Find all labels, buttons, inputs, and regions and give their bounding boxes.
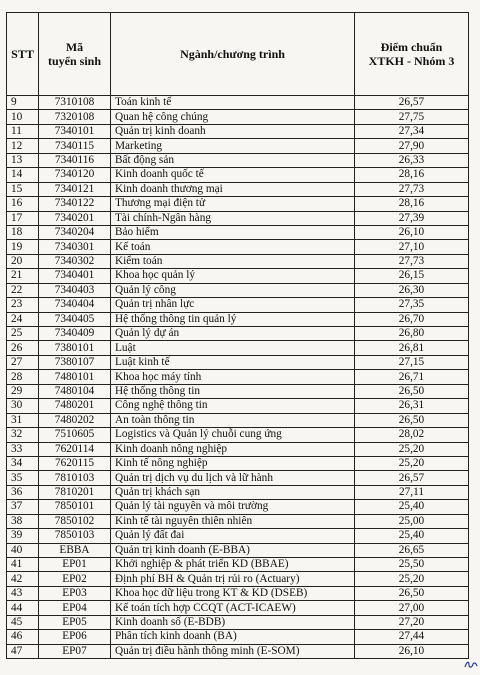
row-stt: 27 xyxy=(7,355,39,369)
row-score: 26,50 xyxy=(355,384,469,398)
header-score-line2: XTKH - Nhóm 3 xyxy=(368,54,455,68)
row-stt: 13 xyxy=(7,153,39,167)
row-program-name: Hệ thống thông tin xyxy=(111,384,355,398)
row-score: 26,50 xyxy=(355,586,469,600)
row-stt: 46 xyxy=(7,630,39,644)
row-stt: 30 xyxy=(7,399,39,413)
table-row xyxy=(7,644,469,658)
row-code: EP06 xyxy=(39,630,111,644)
row-program-name: Bất động sản xyxy=(111,153,355,167)
row-code: 7480104 xyxy=(39,384,111,398)
row-score: 27,10 xyxy=(355,240,469,254)
table-row xyxy=(7,96,469,110)
row-stt: 32 xyxy=(7,428,39,442)
row-program-name: Quản trị nhân lực xyxy=(111,298,355,312)
row-score: 26,81 xyxy=(355,341,469,355)
row-program-name: Quan hệ công chúng xyxy=(111,110,355,124)
table-row xyxy=(7,240,469,254)
row-stt: 11 xyxy=(7,124,39,138)
table-row xyxy=(7,384,469,398)
table-row xyxy=(7,630,469,644)
row-code: EP04 xyxy=(39,601,111,615)
row-code: EBBA xyxy=(39,543,111,557)
row-stt: 12 xyxy=(7,139,39,153)
row-program-name: Quản lý dự án xyxy=(111,327,355,341)
row-program-name: Toán kinh tế xyxy=(111,96,355,110)
table-row xyxy=(7,197,469,211)
table-row xyxy=(7,211,469,225)
table-row xyxy=(7,139,469,153)
row-stt: 24 xyxy=(7,312,39,326)
row-code: 7340115 xyxy=(39,139,111,153)
row-stt: 10 xyxy=(7,110,39,124)
row-score: 25,20 xyxy=(355,572,469,586)
table-row xyxy=(7,543,469,557)
row-score: 26,50 xyxy=(355,413,469,427)
row-code: 7380101 xyxy=(39,341,111,355)
table-row xyxy=(7,500,469,514)
row-stt: 17 xyxy=(7,211,39,225)
table-header xyxy=(7,13,469,96)
row-code: EP07 xyxy=(39,644,111,658)
row-program-name: Quản trị kinh doanh xyxy=(111,124,355,138)
row-stt: 28 xyxy=(7,370,39,384)
row-program-name: Khoa học dữ liệu trong KT & KD (DSEB) xyxy=(111,586,355,600)
table-row xyxy=(7,168,469,182)
row-program-name: Kinh doanh thương mại xyxy=(111,182,355,196)
row-code: 7340201 xyxy=(39,211,111,225)
row-score: 27,20 xyxy=(355,615,469,629)
row-score: 27,35 xyxy=(355,298,469,312)
row-stt: 45 xyxy=(7,615,39,629)
row-score: 27,11 xyxy=(355,485,469,499)
row-code: 7310108 xyxy=(39,96,111,110)
table-row xyxy=(7,312,469,326)
row-score: 26,57 xyxy=(355,96,469,110)
row-program-name: Quản trị dịch vụ du lịch và lữ hành xyxy=(111,471,355,485)
row-code: 7620115 xyxy=(39,456,111,470)
header-code xyxy=(39,13,111,96)
row-score: 27,44 xyxy=(355,630,469,644)
table-row xyxy=(7,514,469,528)
row-code: 7340404 xyxy=(39,298,111,312)
row-stt: 16 xyxy=(7,197,39,211)
table-row xyxy=(7,601,469,615)
row-stt: 39 xyxy=(7,529,39,543)
row-program-name: Khoa học quản lý xyxy=(111,269,355,283)
table-row xyxy=(7,298,469,312)
header-program: Ngành/chương trình xyxy=(111,13,355,96)
row-code: 7480202 xyxy=(39,413,111,427)
header-row xyxy=(7,13,469,96)
row-code: EP03 xyxy=(39,586,111,600)
row-stt: 15 xyxy=(7,182,39,196)
header-stt: STT xyxy=(7,13,39,96)
row-code: EP02 xyxy=(39,572,111,586)
row-code: 7480201 xyxy=(39,399,111,413)
row-code: 7810201 xyxy=(39,485,111,499)
row-program-name: Luật kinh tế xyxy=(111,355,355,369)
admission-score-sheet xyxy=(6,12,468,659)
table-row xyxy=(7,153,469,167)
row-stt: 38 xyxy=(7,514,39,528)
row-stt: 26 xyxy=(7,341,39,355)
row-stt: 21 xyxy=(7,269,39,283)
signature-mark-icon xyxy=(464,659,478,669)
row-program-name: Kiểm toán xyxy=(111,254,355,268)
row-code: 7850103 xyxy=(39,529,111,543)
row-score: 25,50 xyxy=(355,558,469,572)
row-code: EP01 xyxy=(39,558,111,572)
row-score: 26,30 xyxy=(355,283,469,297)
row-score: 26,10 xyxy=(355,644,469,658)
table-row xyxy=(7,182,469,196)
table-row xyxy=(7,370,469,384)
row-program-name: An toàn thông tin xyxy=(111,413,355,427)
row-score: 26,71 xyxy=(355,370,469,384)
row-stt: 31 xyxy=(7,413,39,427)
table-row xyxy=(7,327,469,341)
table-row xyxy=(7,413,469,427)
row-score: 25,40 xyxy=(355,529,469,543)
row-code: 7340302 xyxy=(39,254,111,268)
row-score: 27,73 xyxy=(355,182,469,196)
row-program-name: Kinh tế nông nghiệp xyxy=(111,456,355,470)
row-stt: 41 xyxy=(7,558,39,572)
row-stt: 43 xyxy=(7,586,39,600)
row-program-name: Luật xyxy=(111,341,355,355)
row-score: 25,20 xyxy=(355,456,469,470)
row-program-name: Bảo hiểm xyxy=(111,225,355,239)
table-row xyxy=(7,572,469,586)
row-score: 27,39 xyxy=(355,211,469,225)
row-code: 7850101 xyxy=(39,500,111,514)
row-stt: 35 xyxy=(7,471,39,485)
row-score: 28,02 xyxy=(355,428,469,442)
row-program-name: Quản trị kinh doanh (E-BBA) xyxy=(111,543,355,557)
table-row xyxy=(7,586,469,600)
row-stt: 42 xyxy=(7,572,39,586)
row-score: 27,90 xyxy=(355,139,469,153)
row-score: 25,00 xyxy=(355,514,469,528)
row-score: 26,31 xyxy=(355,399,469,413)
row-stt: 33 xyxy=(7,442,39,456)
row-code: 7340301 xyxy=(39,240,111,254)
row-stt: 14 xyxy=(7,168,39,182)
row-program-name: Hệ thống thông tin quản lý xyxy=(111,312,355,326)
score-table xyxy=(6,12,469,659)
row-score: 25,40 xyxy=(355,500,469,514)
row-program-name: Kinh doanh quốc tế xyxy=(111,168,355,182)
row-code: 7340121 xyxy=(39,182,111,196)
row-program-name: Kế toán tích hợp CCQT (ACT-ICAEW) xyxy=(111,601,355,615)
table-row xyxy=(7,485,469,499)
row-program-name: Khởi nghiệp & phát triển KD (BBAE) xyxy=(111,558,355,572)
table-row xyxy=(7,442,469,456)
table-row xyxy=(7,529,469,543)
table-row xyxy=(7,124,469,138)
row-stt: 25 xyxy=(7,327,39,341)
row-program-name: Quản lý công xyxy=(111,283,355,297)
row-code: 7340403 xyxy=(39,283,111,297)
table-row xyxy=(7,283,469,297)
row-stt: 19 xyxy=(7,240,39,254)
table-row xyxy=(7,254,469,268)
row-program-name: Kinh doanh số (E-BDB) xyxy=(111,615,355,629)
table-row xyxy=(7,225,469,239)
row-program-name: Kinh doanh nông nghiệp xyxy=(111,442,355,456)
row-score: 27,15 xyxy=(355,355,469,369)
row-code: 7320108 xyxy=(39,110,111,124)
row-stt: 20 xyxy=(7,254,39,268)
table-row xyxy=(7,399,469,413)
table-row xyxy=(7,269,469,283)
row-code: 7850102 xyxy=(39,514,111,528)
row-program-name: Marketing xyxy=(111,139,355,153)
row-score: 27,75 xyxy=(355,110,469,124)
table-row xyxy=(7,456,469,470)
row-code: 7340401 xyxy=(39,269,111,283)
row-program-name: Quản trị điều hành thông minh (E-SOM) xyxy=(111,644,355,658)
row-score: 26,65 xyxy=(355,543,469,557)
row-program-name: Công nghệ thông tin xyxy=(111,399,355,413)
row-stt: 37 xyxy=(7,500,39,514)
row-code: 7340101 xyxy=(39,124,111,138)
row-program-name: Định phí BH & Quản trị rủi ro (Actuary) xyxy=(111,572,355,586)
header-score xyxy=(355,13,469,96)
row-code: 7340120 xyxy=(39,168,111,182)
row-program-name: Kế toán xyxy=(111,240,355,254)
table-row xyxy=(7,615,469,629)
row-stt: 22 xyxy=(7,283,39,297)
row-stt: 34 xyxy=(7,456,39,470)
row-stt: 40 xyxy=(7,543,39,557)
header-code-line1: Mã xyxy=(65,40,84,54)
row-score: 26,15 xyxy=(355,269,469,283)
row-program-name: Phân tích kinh doanh (BA) xyxy=(111,630,355,644)
row-stt: 29 xyxy=(7,384,39,398)
row-code: 7340204 xyxy=(39,225,111,239)
row-program-name: Kinh tế tài nguyên thiên nhiên xyxy=(111,514,355,528)
row-code: 7340405 xyxy=(39,312,111,326)
row-program-name: Thương mại điện tử xyxy=(111,197,355,211)
row-program-name: Quản lý đất đai xyxy=(111,529,355,543)
table-row xyxy=(7,110,469,124)
row-program-name: Tài chính-Ngân hàng xyxy=(111,211,355,225)
row-code: 7620114 xyxy=(39,442,111,456)
table-row xyxy=(7,355,469,369)
row-stt: 44 xyxy=(7,601,39,615)
row-code: 7480101 xyxy=(39,370,111,384)
row-score: 28,16 xyxy=(355,168,469,182)
row-code: 7510605 xyxy=(39,428,111,442)
table-row xyxy=(7,471,469,485)
row-code: 7810103 xyxy=(39,471,111,485)
row-stt: 18 xyxy=(7,225,39,239)
row-score: 28,16 xyxy=(355,197,469,211)
row-code: EP05 xyxy=(39,615,111,629)
row-code: 7340116 xyxy=(39,153,111,167)
row-code: 7340122 xyxy=(39,197,111,211)
row-score: 27,73 xyxy=(355,254,469,268)
row-score: 26,33 xyxy=(355,153,469,167)
row-code: 7340409 xyxy=(39,327,111,341)
table-body xyxy=(7,96,469,659)
table-row xyxy=(7,428,469,442)
header-score-line1: Điểm chuẩn xyxy=(380,40,443,54)
row-program-name: Logistics và Quản lý chuỗi cung ứng xyxy=(111,428,355,442)
row-stt: 36 xyxy=(7,485,39,499)
row-program-name: Khoa học máy tính xyxy=(111,370,355,384)
table-row xyxy=(7,558,469,572)
row-score: 26,10 xyxy=(355,225,469,239)
row-score: 26,70 xyxy=(355,312,469,326)
header-code-line2: tuyển sinh xyxy=(47,54,102,68)
row-score: 26,80 xyxy=(355,327,469,341)
row-score: 27,00 xyxy=(355,601,469,615)
row-score: 27,34 xyxy=(355,124,469,138)
row-code: 7380107 xyxy=(39,355,111,369)
row-program-name: Quản lý tài nguyên và môi trường xyxy=(111,500,355,514)
row-stt: 47 xyxy=(7,644,39,658)
row-score: 26,57 xyxy=(355,471,469,485)
row-score: 25,20 xyxy=(355,442,469,456)
row-stt: 23 xyxy=(7,298,39,312)
table-row xyxy=(7,341,469,355)
row-program-name: Quản trị khách sạn xyxy=(111,485,355,499)
row-stt: 9 xyxy=(7,96,39,110)
